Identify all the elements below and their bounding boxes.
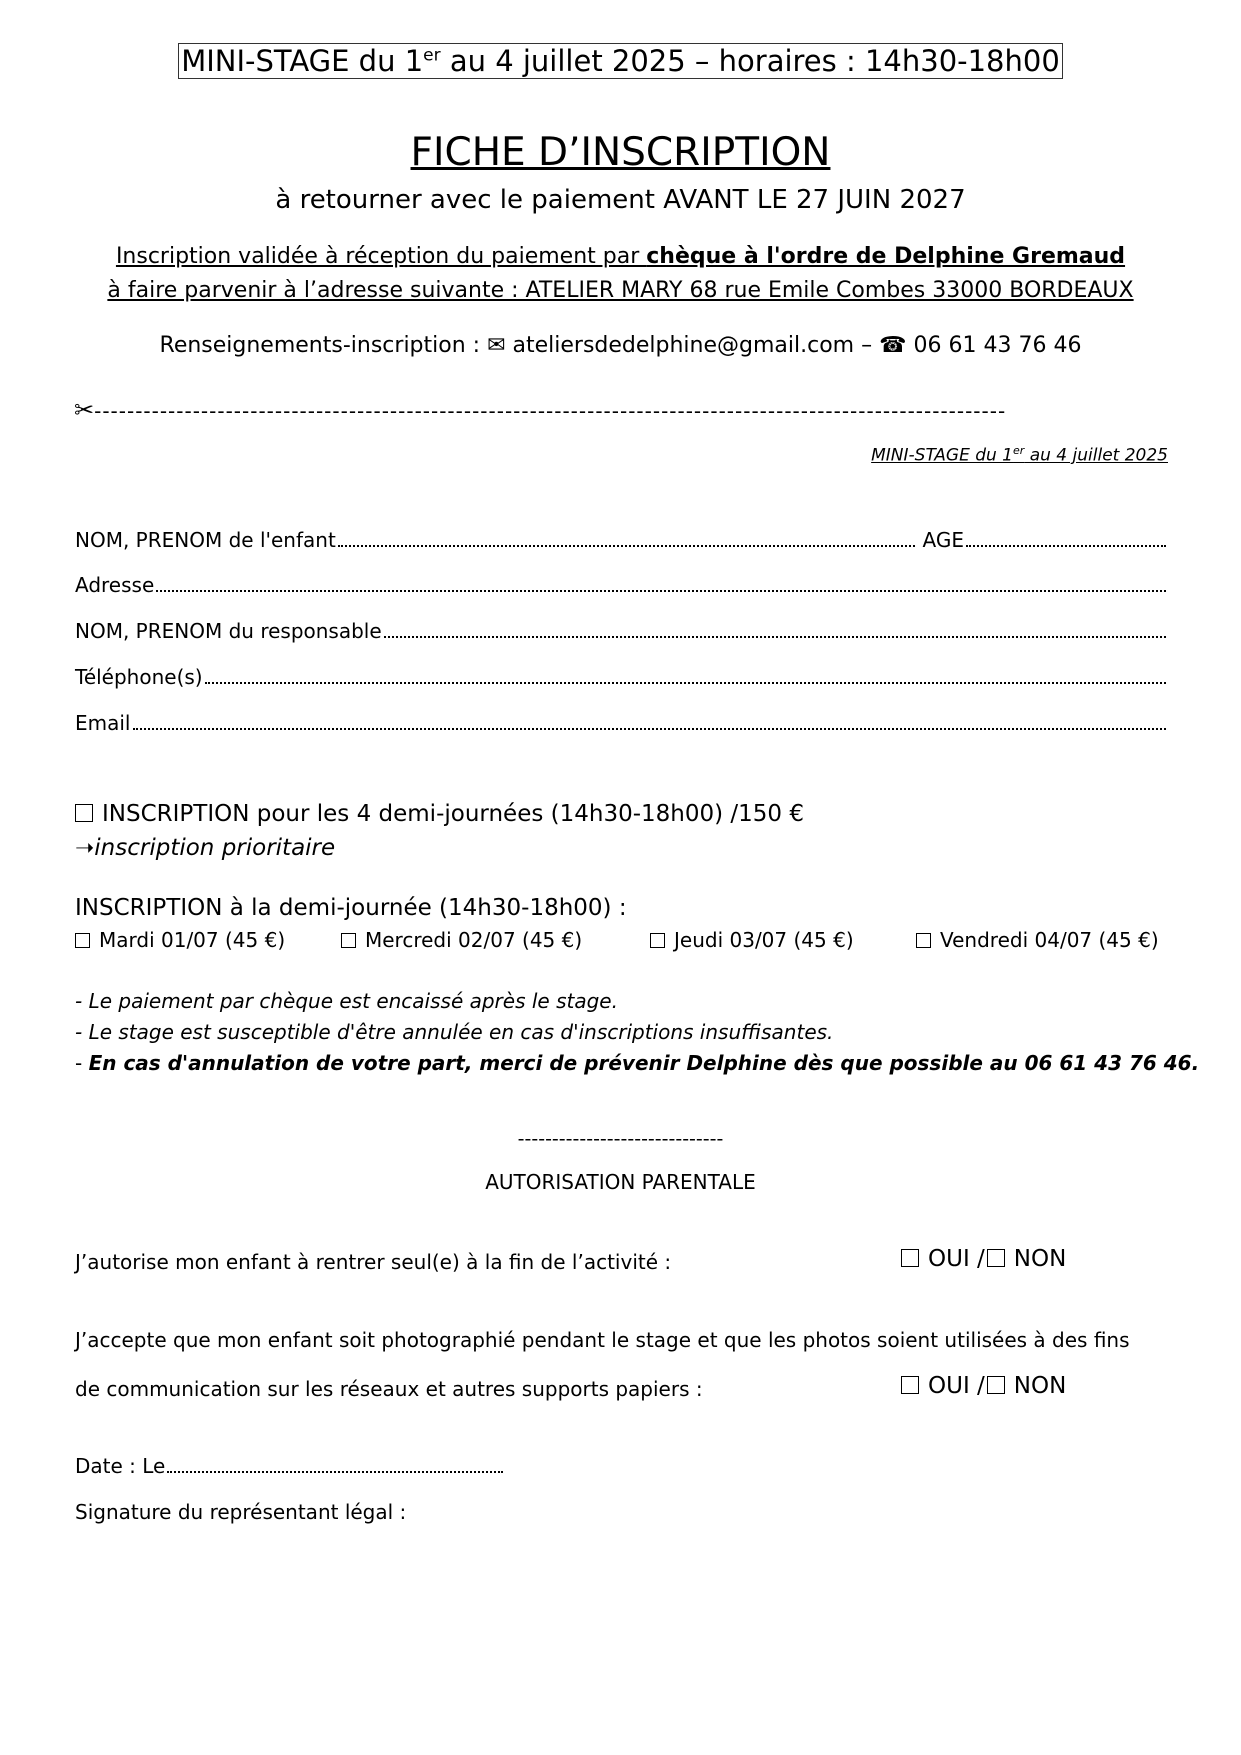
half-day-option-tuesday[interactable]: Mardi 01/07 (45 €): [75, 928, 285, 952]
date-input-line[interactable]: [167, 1471, 503, 1473]
note-cancellation-contact: - En cas d'annulation de votre part, merci de prévenir Delphine dès que possible au 06 61 43 76 46.: [75, 1051, 1200, 1075]
go-home-alone-yes-checkbox[interactable]: [901, 1249, 919, 1267]
address-field[interactable]: Adresse: [75, 573, 1168, 597]
envelope-icon: ✉: [487, 333, 506, 358]
address-input-line[interactable]: [156, 590, 1166, 592]
return-deadline: à retourner avec le paiement AVANT LE 27 JUIN 2027: [275, 185, 966, 215]
photo-consent-no-checkbox[interactable]: [987, 1376, 1005, 1394]
arrow-icon: ➝: [75, 835, 95, 861]
stage-banner: [0, 44, 1241, 78]
thursday-checkbox[interactable]: [650, 933, 665, 948]
child-name-field[interactable]: NOM, PRENOM de l'enfant AGE: [75, 528, 1168, 552]
signature-label: Signature du représentant légal :: [75, 1500, 407, 1524]
contact-email[interactable]: ateliersdedelphine@gmail.com: [512, 333, 855, 358]
phones-field[interactable]: Téléphone(s): [75, 665, 1168, 689]
guardian-name-field[interactable]: NOM, PRENOM du responsable: [75, 619, 1168, 643]
child-name-input-line[interactable]: [338, 545, 915, 547]
priority-note: ➝inscription prioritaire: [75, 835, 336, 861]
go-home-alone-no-checkbox[interactable]: [987, 1249, 1005, 1267]
phones-input-line[interactable]: [205, 682, 1166, 684]
tuesday-checkbox[interactable]: [75, 933, 90, 948]
photo-consent-question-line2: de communication sur les réseaux et autres supports papiers :: [75, 1377, 703, 1401]
authorization-heading: AUTORISATION PARENTALE: [485, 1170, 756, 1194]
contact-line: Renseignements-inscription : ✉ ateliersdedelphine@gmail.com – ☎ 06 61 43 76 46: [159, 333, 1082, 358]
half-day-option-wednesday[interactable]: Mercredi 02/07 (45 €): [341, 928, 582, 952]
age-input-line[interactable]: [966, 545, 1166, 547]
half-day-heading: INSCRIPTION à la demi-journée (14h30-18h00) :: [75, 895, 627, 921]
friday-checkbox[interactable]: [916, 933, 931, 948]
scissors-icon: ✂: [74, 396, 95, 424]
note-cancellation-risk: - Le stage est susceptible d'être annulée en cas d'inscriptions insuffisantes.: [75, 1020, 834, 1044]
stage-reference: MINI-STAGE du 1er au 4 juillet 2025: [871, 444, 1168, 466]
page-title: FICHE D’INSCRIPTION: [410, 130, 831, 175]
stage-banner-box: MINI-STAGE du 1er au 4 juillet 2025 – horaires : 14h30-18h00: [178, 43, 1063, 79]
phone-icon: ☎: [879, 333, 907, 358]
half-day-option-friday[interactable]: Vendredi 04/07 (45 €): [916, 928, 1159, 952]
full-inscription-option[interactable]: INSCRIPTION pour les 4 demi-journées (14h30-18h00) /150 €: [75, 801, 804, 827]
postal-address: à faire parvenir à l’adresse suivante : ATELIER MARY 68 rue Emile Combes 33000 BORDEAUX: [107, 278, 1134, 303]
email-input-line[interactable]: [133, 728, 1167, 730]
section-separator: ------------------------------: [517, 1128, 724, 1150]
go-home-alone-choice: OUI / NON: [901, 1246, 1066, 1272]
full-inscription-checkbox[interactable]: [75, 804, 93, 822]
guardian-name-input-line[interactable]: [384, 636, 1166, 638]
wednesday-checkbox[interactable]: [341, 933, 356, 948]
go-home-alone-question: J’autorise mon enfant à rentrer seul(e) à la fin de l’activité :: [75, 1250, 672, 1274]
photo-consent-question-line1: J’accepte que mon enfant soit photographié pendant le stage et que les photos soient utilisées à des fins: [75, 1328, 1130, 1352]
note-payment: - Le paiement par chèque est encaissé après le stage.: [75, 989, 618, 1013]
photo-consent-yes-checkbox[interactable]: [901, 1376, 919, 1394]
cut-line: ✂---------------------------------------------------------------------------------------------------------------: [74, 396, 1007, 424]
date-field[interactable]: Date : Le: [75, 1454, 505, 1478]
half-day-option-thursday[interactable]: Jeudi 03/07 (45 €): [650, 928, 854, 952]
payment-validation: Inscription validée à réception du paiement par chèque à l'ordre de Delphine Gremaud: [115, 244, 1126, 269]
contact-phone[interactable]: 06 61 43 76 46: [913, 333, 1082, 358]
email-field[interactable]: Email: [75, 711, 1168, 735]
photo-consent-choice: OUI / NON: [901, 1373, 1066, 1399]
